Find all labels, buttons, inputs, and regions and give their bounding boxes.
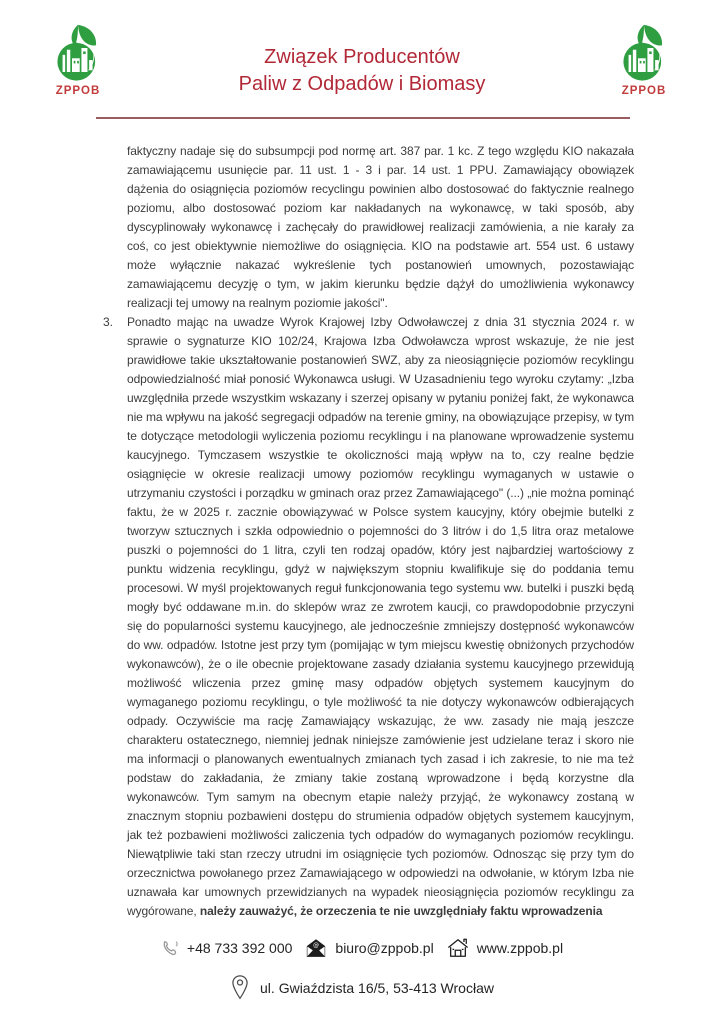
- header-divider: [96, 117, 630, 119]
- title-line-2: Paliw z Odpadów i Biomasy: [238, 73, 486, 95]
- numbered-item-3: [103, 313, 634, 921]
- zppob-logo-right: [613, 24, 675, 97]
- phone-number: +48 733 392 000: [186, 940, 293, 956]
- title-line-1: Związek Producentów: [264, 46, 460, 68]
- location-pin-icon: [230, 974, 250, 1001]
- phone-icon: [161, 939, 180, 958]
- logo-text: ZPPOB: [55, 85, 101, 97]
- item-text-bold: należy zauważyć, że orzeczenia te nie uwzględniały faktu wprowadzenia: [199, 904, 603, 918]
- website-contact[interactable]: [446, 937, 563, 959]
- item-text-normal: Ponadto mając na uwadze Wyrok Krajowej Izby Odwoławczej z dnia 31 stycznia 2024 r. w sprawie o sygnaturze KIO 102/24, Krajowa Izba Odwoławcza wprost wskazuje, że nie jest prawidłowe takie ukształtowanie postanowień SWZ, aby za nieosiągnięcie poziomów recyklingu odpowiedzialność miał ponosić Wykonawca usługi. W Uzasadnieniu tego wyroku czytamy: „Izba uwzględniła przede wszystkim wskazany i szerzej opisany w pytaniu poniżej fakt, że wykonawca nie ma wpływu na jakość segregacji odpadów na terenie gminy, na obowiązujące przepisy, w tym te dotyczące metodologii wyliczenia poziomu recyklingu i na planowane wprowadzenie systemu kaucyjnego. Tymczasem wszystkie te okoliczności mają wpływ na to, czy realne będzie osiągnięcie w okresie realizacji umowy poziomów recyklingu wymaganych w ustawie o utrzymaniu czystości i porządku w gminach oraz przez Zamawiającego" (...) „nie można pominąć faktu, że w 2025 r. zacznie obowiązywać w Polsce system kaucyjny, który obejmie butelki z tworzyw sztucznych i szkła odpowiednio o pojemności do 3 litrów i do 1,5 litra oraz metalowe puszki o pojemności do 1 litra, czyli ten rodzaj opadów, który jest najbardziej wartościowy z punktu widzenia recyklingu, gdyż w największym stopniu kwalifikuje się do poddania temu procesowi. W myśl projektowanych reguł funkcjonowania tego systemu ww. butelki i puszki będą mogły być oddawane m.in. do sklepów wraz ze zwrotem kaucji, co prawdopodobnie przyczyni się do popularności systemu kaucyjnego, ale jednocześnie zmniejszy dostępność wykonawców do ww. odpadów. Istotne jest przy tym (pomijając w tym miejscu kwestię obniżonych przychodów wykonawców), że o ile obecnie projektowane zasady działania systemu kaucyjnego przewidują możliwość wliczenia przez gminę masy odpadów objętych systemem kaucyjnym do wymaganego poziomu recyklingu, o tyle możliwość ta nie dotyczy wykonawców odbierających odpady. Oczywiście ma rację Zamawiający wskazując, że ww. zasady nie mają jeszcze charakteru ostatecznego, niemniej jednak niniejsze zamówienie jest udzielane teraz i skoro nie ma informacji o planowanych ewentualnych zmianach tych zasad i ich zakresie, to nie ma też podstaw do zakładania, że zmiany takie zostaną wprowadzone i będą korzystne dla wykonawców. Tym samym na obecnym etapie należy przyjąć, że wykonawcy zostaną w znacznym stopniu pozbawieni dostępu do strumienia odpadów objętych systemem kaucyjnym, jak też pozbawieni możliwości zaliczenia tych odpadów do wymaganych poziomów recyklingu. Niewątpliwie taki stan rzeczy utrudni im osiągnięcie tych poziomów. Odnosząc się przy tym do orzecznictwa powołanego przez Zamawiającego w odpowiedzi na odwołanie, w którym Izba nie uznawała kar umownych przewidzianych na wypadek nieosiągnięcia poziomów recyklingu za wygórowane,: [127, 315, 634, 918]
- footer-contacts: [0, 937, 724, 959]
- address-text: ul. Gwiaździsta 16/5, 53-413 Wrocław: [260, 979, 494, 996]
- item-text: [127, 313, 634, 921]
- leaf-factory-icon: [618, 24, 670, 84]
- home-icon: [446, 937, 470, 959]
- item-number: 3.: [103, 315, 113, 329]
- email-address[interactable]: biuro@zppob.pl: [335, 940, 434, 956]
- phone-contact: [161, 939, 293, 958]
- footer-address: [0, 974, 724, 1001]
- document-body: [103, 142, 634, 942]
- svg-text:@: @: [313, 943, 320, 950]
- paragraph-continuation: faktyczny nadaje się do subsumpcji pod normę art. 387 par. 1 kc. Z tego względu KIO nakazała zamawiającemu usunięcie par. 11 ust. 1 - 3 i par. 14 ust. 1 PPU. Zamawiający obowiązek dążenia do osiągnięcia poziomów recyclingu powinien albo dostosować do faktycznie realnego poziomu, albo dostosować poziom kar nakładanych na wykonawcę, w taki sposób, aby dyscyplinowały wykonawcę i zachęcały do prawidłowej realizacji zamówienia, a nie karały za coś, co jest obiektywnie niemożliwe do osiągnięcia. KIO na podstawie art. 554 ust. 6 ustawy może wyłącznie nakazać wykreślenie tych postanowień umownych, pozostawiając zamawiającemu decyzję o tym, w jakim kierunku będzie dążył do umożliwienia wykonawcy realizacji tej umowy na realnym poziomie jakości".: [127, 144, 634, 310]
- logo-text: ZPPOB: [621, 85, 667, 97]
- envelope-icon: [304, 937, 328, 959]
- website-url[interactable]: www.zppob.pl: [476, 940, 564, 956]
- email-contact[interactable]: [304, 937, 433, 959]
